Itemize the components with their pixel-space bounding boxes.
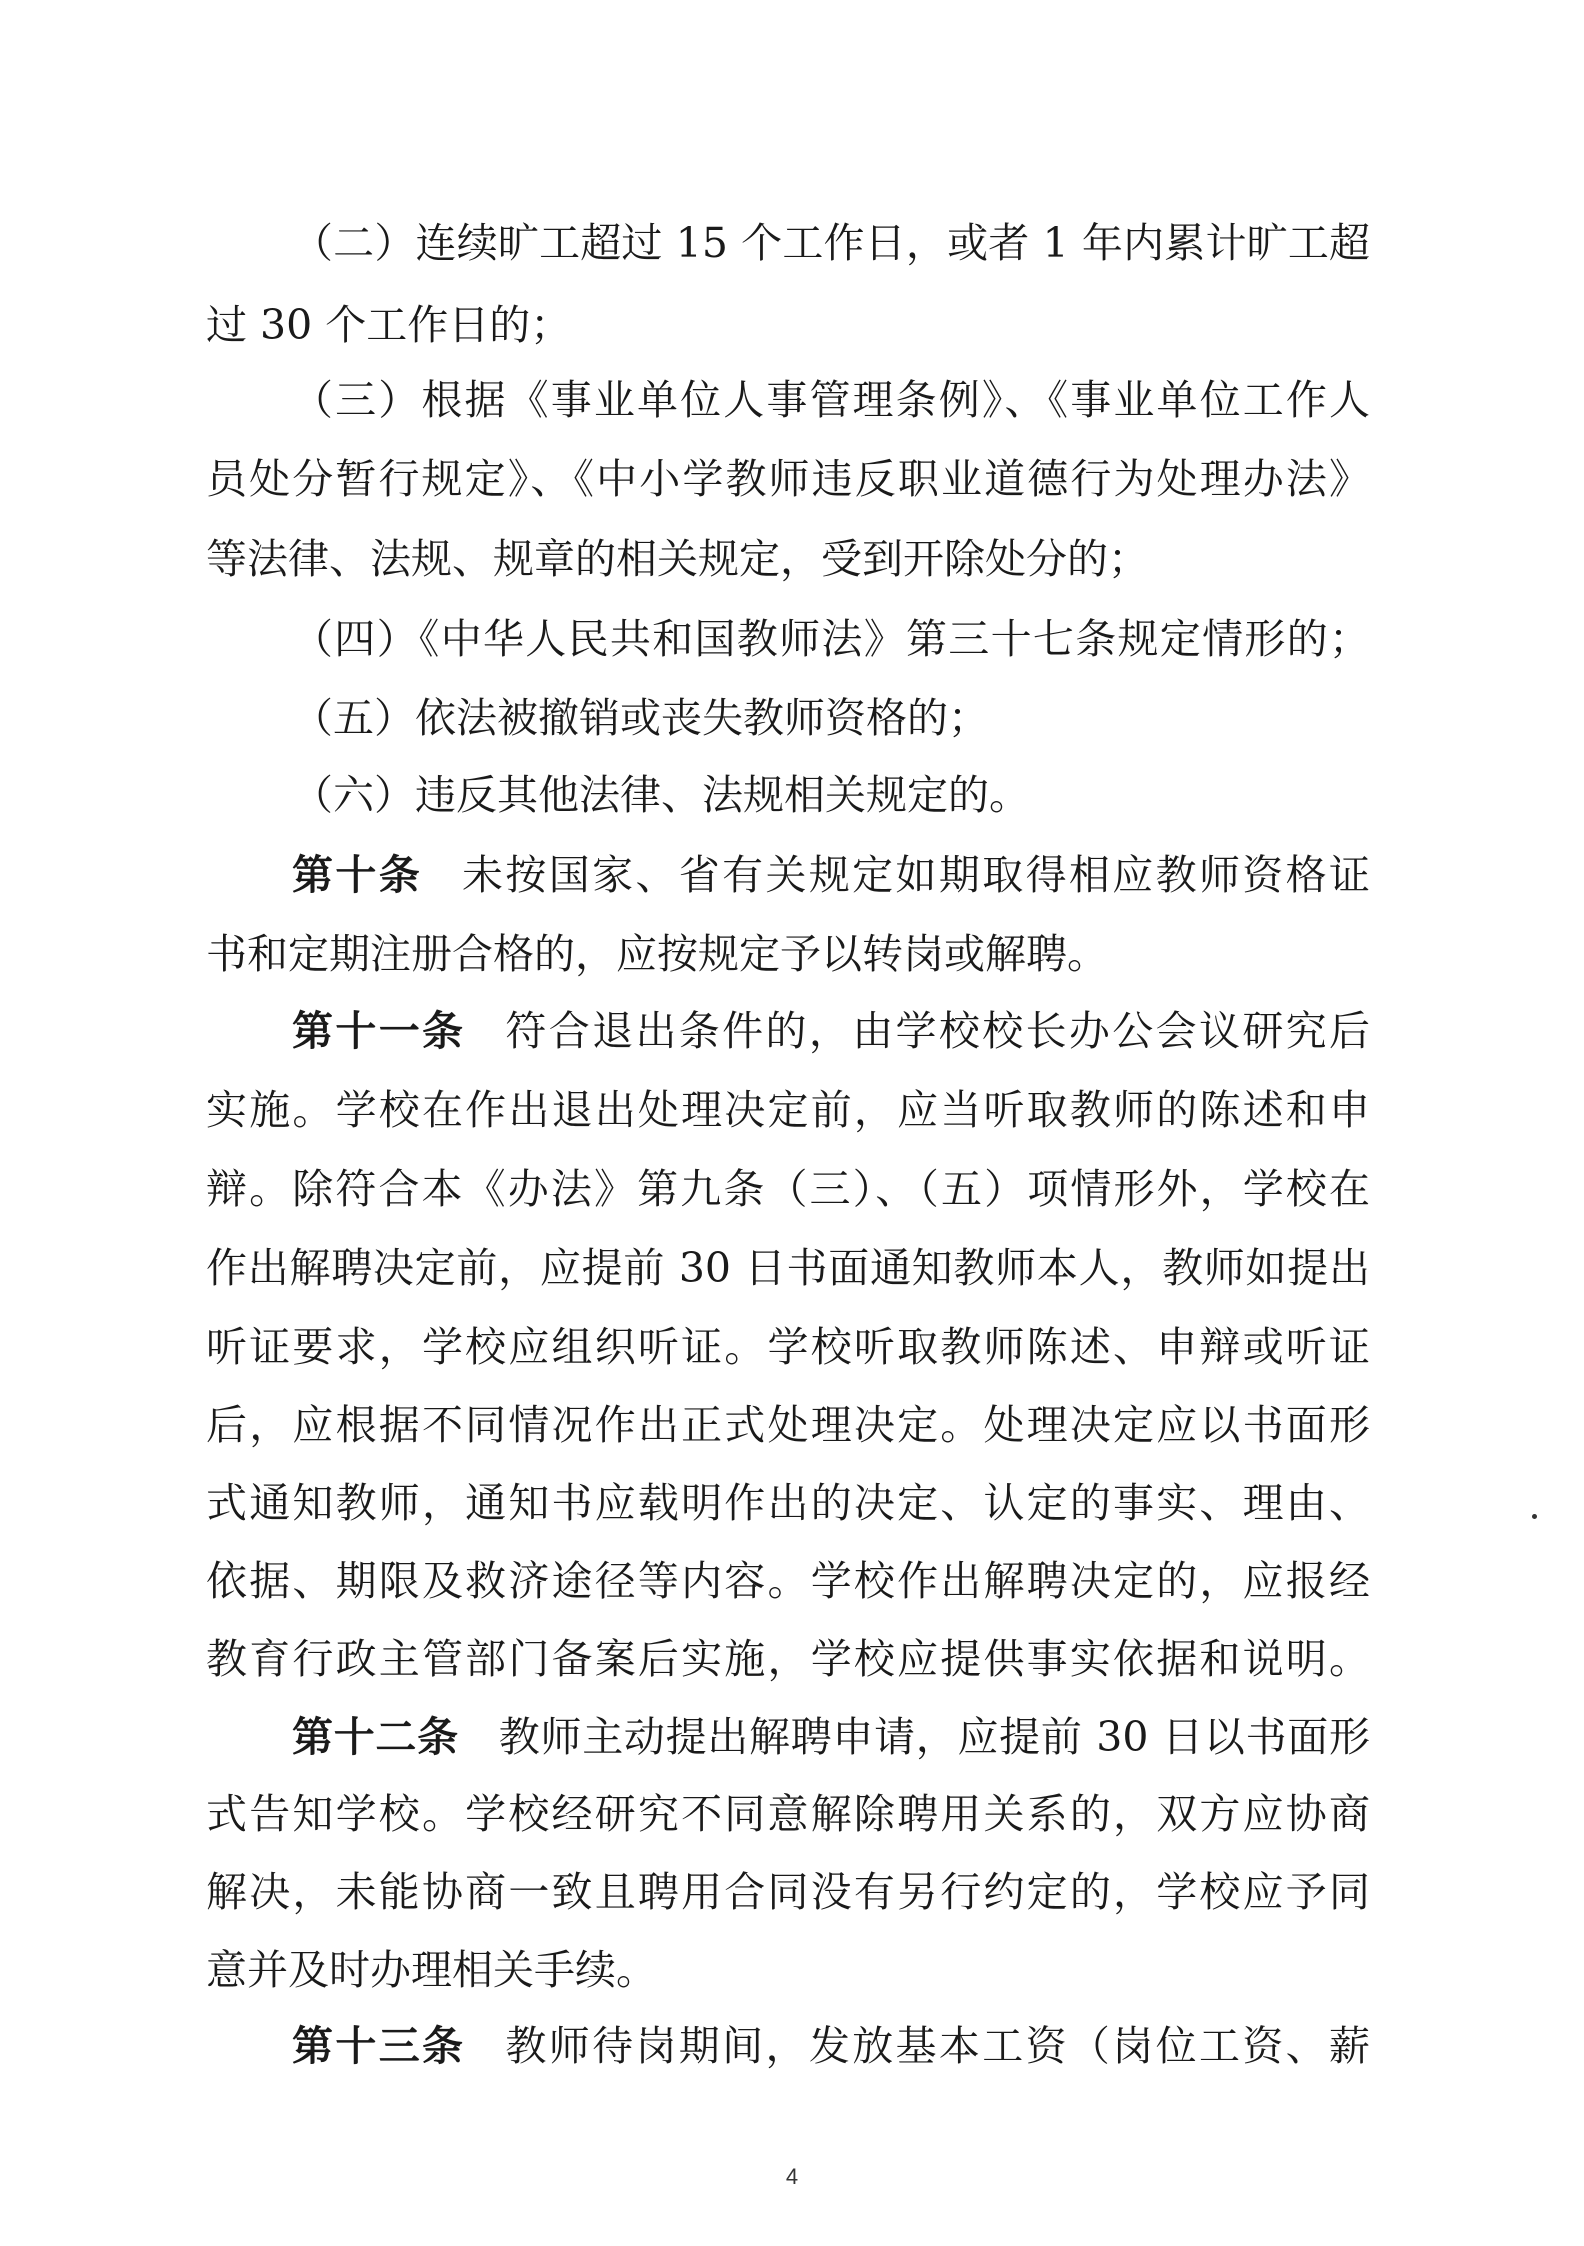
text-run: 教师主动提出解聘申请，应提前 30 日以书面形 [498,1713,1371,1761]
text-line: 等法律、法规、规章的相关规定，受到开除处分的； [206,535,1149,583]
text-line: 依据、期限及救济途径等内容。学校作出解聘决定的，应报经 [206,1557,1370,1605]
text-line: 辩。除符合本《办法》第九条（三）、（五）项情形外，学校在 [206,1165,1370,1213]
text-line: （四）《中华人民共和国教师法》第三十七条规定情形的； [292,615,1370,663]
text-line: 式告知学校。学校经研究不同意解除聘用关系的，双方应协商 [206,1790,1370,1838]
text-run: 教师待岗期间，发放基本工资（岗位工资、薪 [505,2022,1371,2070]
text-line: 员处分暂行规定》、《中小学教师违反职业道德行为处理办法》 [206,455,1370,503]
text-line: 后，应根据不同情况作出正式处理决定。处理决定应以书面形 [206,1401,1370,1449]
text-line: 式通知教师，通知书应载明作出的决定、认定的事实、理由、 [206,1479,1370,1527]
text-line: 作出解聘决定前，应提前 30 日书面通知教师本人，教师如提出 [206,1244,1370,1292]
text-line: （三）根据《事业单位人事管理条例》、《事业单位工作人 [292,376,1370,424]
article-heading: 第十条 [292,851,423,899]
text-line: 过 30 个工作日的； [206,301,572,349]
text-line: 书和定期注册合格的，应按规定予以转岗或解聘。 [206,930,1108,978]
text-line: 意并及时办理相关手续。 [206,1946,657,1994]
article-heading: 第十二条 [292,1713,459,1761]
text-line: （五）依法被撤销或丧失教师资格的； [292,694,989,742]
text-line: 解决，未能协商一致且聘用合同没有另行约定的，学校应予同 [206,1868,1370,1916]
text-run: 符合退出条件的，由学校校长办公会议研究后 [505,1007,1371,1055]
article-11-line [292,995,1370,1067]
text-line: （二）连续旷工超过 15 个工作日，或者 1 年内累计旷工超 [292,219,1370,267]
text-line: （六）违反其他法律、法规相关规定的。 [292,771,1030,819]
article-12-line [292,1701,1370,1773]
page-number: 4 [785,2164,799,2189]
text-line: 教育行政主管部门备案后实施，学校应提供事实依据和说明。 [206,1635,1370,1683]
article-13-line [292,2010,1370,2082]
text-line: 听证要求，学校应组织听证。学校听取教师陈述、申辩或听证 [206,1323,1370,1371]
article-heading: 第十一条 [292,1007,466,1055]
text-line: 实施。学校在作出退出处理决定前，应当听取教师的陈述和申 [206,1086,1370,1134]
article-heading: 第十三条 [292,2022,466,2070]
article-10-line [292,839,1370,911]
text-run: 未按国家、省有关规定如期取得相应教师资格证 [462,851,1371,899]
scan-speck [1532,1514,1537,1519]
